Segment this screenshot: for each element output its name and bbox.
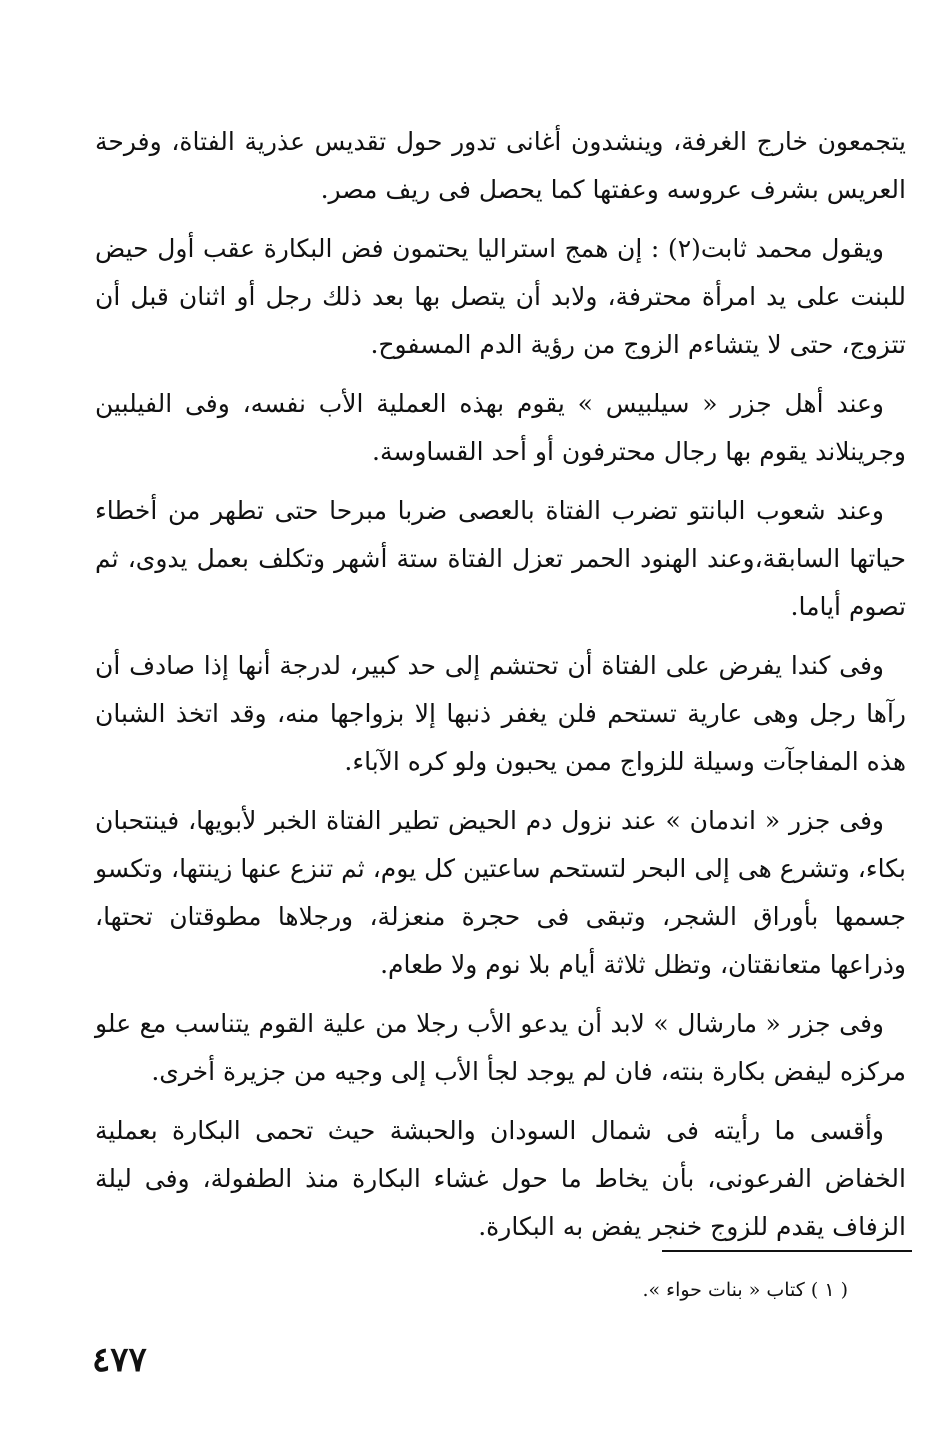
paragraph-5: وفى كندا يفرض على الفتاة أن تحتشم إلى حد كبير، لدرجة أنها إذا صادف أن رآها رجل وهى عارية تستحم فلن يغفر ذنبها إلا بزواجها منه، وقد اتخذ الشبان هذه المفاجآت وسيلة للزواج ممن يحبون ولو كره الآباء. (95, 651, 906, 776)
paragraph-3: وعند أهل جزر « سيلبيس » يقوم بهذه العملية الأب نفسه، وفى الفيلبين وجرينلاند يقوم بها رجال محترفون أو أحد القساوسة. (95, 389, 906, 466)
paragraph-1: يتجمعون خارج الغرفة، وينشدون أغانى تدور حول تقديس عذرية الفتاة، وفرحة العريس بشرف عروسه وعفتها كما يحصل فى ريف مصر. (95, 127, 906, 204)
footnote: ( ١ ) كتاب « بنات حواء ». (642, 1279, 848, 1301)
paragraph-2: ويقول محمد ثابت(٢) : إن همج استراليا يحتمون فض البكارة عقب أول حيض للبنت على يد امرأة محترفة، ولابد أن يتصل بها بعد ذلك رجل أو اثنان قبل أن تتزوج، حتى لا يتشاءم الزوج من رؤية الدم المسفوح. (95, 234, 906, 359)
footnote-divider (662, 1250, 912, 1252)
paragraph-6: وفى جزر « اندمان » عند نزول دم الحيض تطير الفتاة الخبر لأبويها، فينتحبان بكاء، وتشرع هى إلى البحر لتستحم ساعتين كل يوم، ثم تنزع عنها زينتها، وتكسو جسمها بأوراق الشجر، وتبقى فى حجرة منعزلة، ورجلاها مطوقتان تحتها، وذراعها متعانقتان، وتظل ثلاثة أيام بلا نوم ولا طعام. (95, 806, 906, 979)
paragraph-7: وفى جزر « مارشال » لابد أن يدعو الأب رجلا من علية القوم يتناسب مع علو مركزه ليفض بكارة بنته، فان لم يوجد لجأ الأب إلى وجيه من جزيرة أخرى. (95, 1009, 906, 1086)
paragraph-4: وعند شعوب البانتو تضرب الفتاة بالعصى ضربا مبرحا حتى تطهر من أخطاء حياتها السابقة،وعند الهنود الحمر تعزل الفتاة ستة أشهر وتكلف بعمل يدوى، ثم تصوم أياما. (95, 496, 906, 621)
page-number: ٤٧٧ (92, 1340, 147, 1380)
main-text (95, 118, 906, 1262)
paragraph-8: وأقسى ما رأيته فى شمال السودان والحبشة حيث تحمى البكارة بعملية الخفاض الفرعونى، بأن يخاط ما حول غشاء البكارة منذ الطفولة، وفى ليلة الزفاف يقدم للزوج خنجر يفض به البكارة. (95, 1116, 906, 1241)
